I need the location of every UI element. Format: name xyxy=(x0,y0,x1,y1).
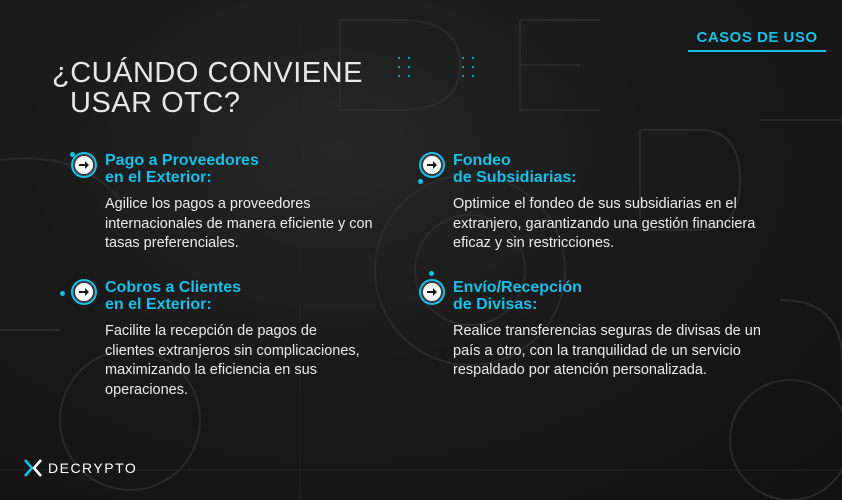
page-title-line2: USAR OTC? xyxy=(70,87,241,119)
dot-grid-decoration xyxy=(398,57,412,84)
accent-dot xyxy=(70,152,75,157)
use-case-client-collections xyxy=(105,279,435,400)
page-title xyxy=(52,58,363,118)
use-case-title: Envío/Recepción de Divisas: xyxy=(453,279,582,313)
decrypto-logo-icon xyxy=(24,459,42,477)
page-title-line1: ¿CUÁNDO CONVIENE xyxy=(52,57,363,89)
brand-logo xyxy=(24,459,137,477)
accent-dot xyxy=(60,291,65,296)
use-case-title: Pago a Proveedores en el Exterior: xyxy=(105,152,259,186)
use-cases-badge: CASOS DE USO xyxy=(688,28,826,52)
accent-dot xyxy=(429,271,434,276)
brand-name: DECRYPTO xyxy=(48,460,138,476)
use-case-supplier-payments xyxy=(105,152,435,254)
arrow-right-icon xyxy=(73,154,95,176)
use-case-subsidiary-funding xyxy=(453,152,783,254)
use-case-description: Optimice el fondeo de sus subsidiarias en el extranjero, garantizando una gestión financiera eficaz y sin restricciones. xyxy=(453,196,756,251)
accent-dot xyxy=(418,179,423,184)
arrow-right-icon xyxy=(421,154,443,176)
use-case-title: Cobros a Clientes en el Exterior: xyxy=(105,279,242,313)
dot-grid-decoration xyxy=(462,57,476,84)
use-case-description: Facilite la recepción de pagos de clientes extranjeros sin complicaciones, maximizando la eficiencia en sus operaciones. xyxy=(105,323,360,398)
use-case-description: Agilice los pagos a proveedores internacionales de manera eficiente y con tasas preferenciales. xyxy=(105,196,373,251)
arrow-right-icon xyxy=(421,281,443,303)
arrow-right-icon xyxy=(73,281,95,303)
use-case-description: Realice transferencias seguras de divisas de un país a otro, con la tranquilidad de un servicio respaldado por atención personalizada. xyxy=(453,323,761,378)
use-case-currency-transfers xyxy=(453,279,783,381)
use-case-title: Fondeo de Subsidiarias: xyxy=(453,152,577,186)
